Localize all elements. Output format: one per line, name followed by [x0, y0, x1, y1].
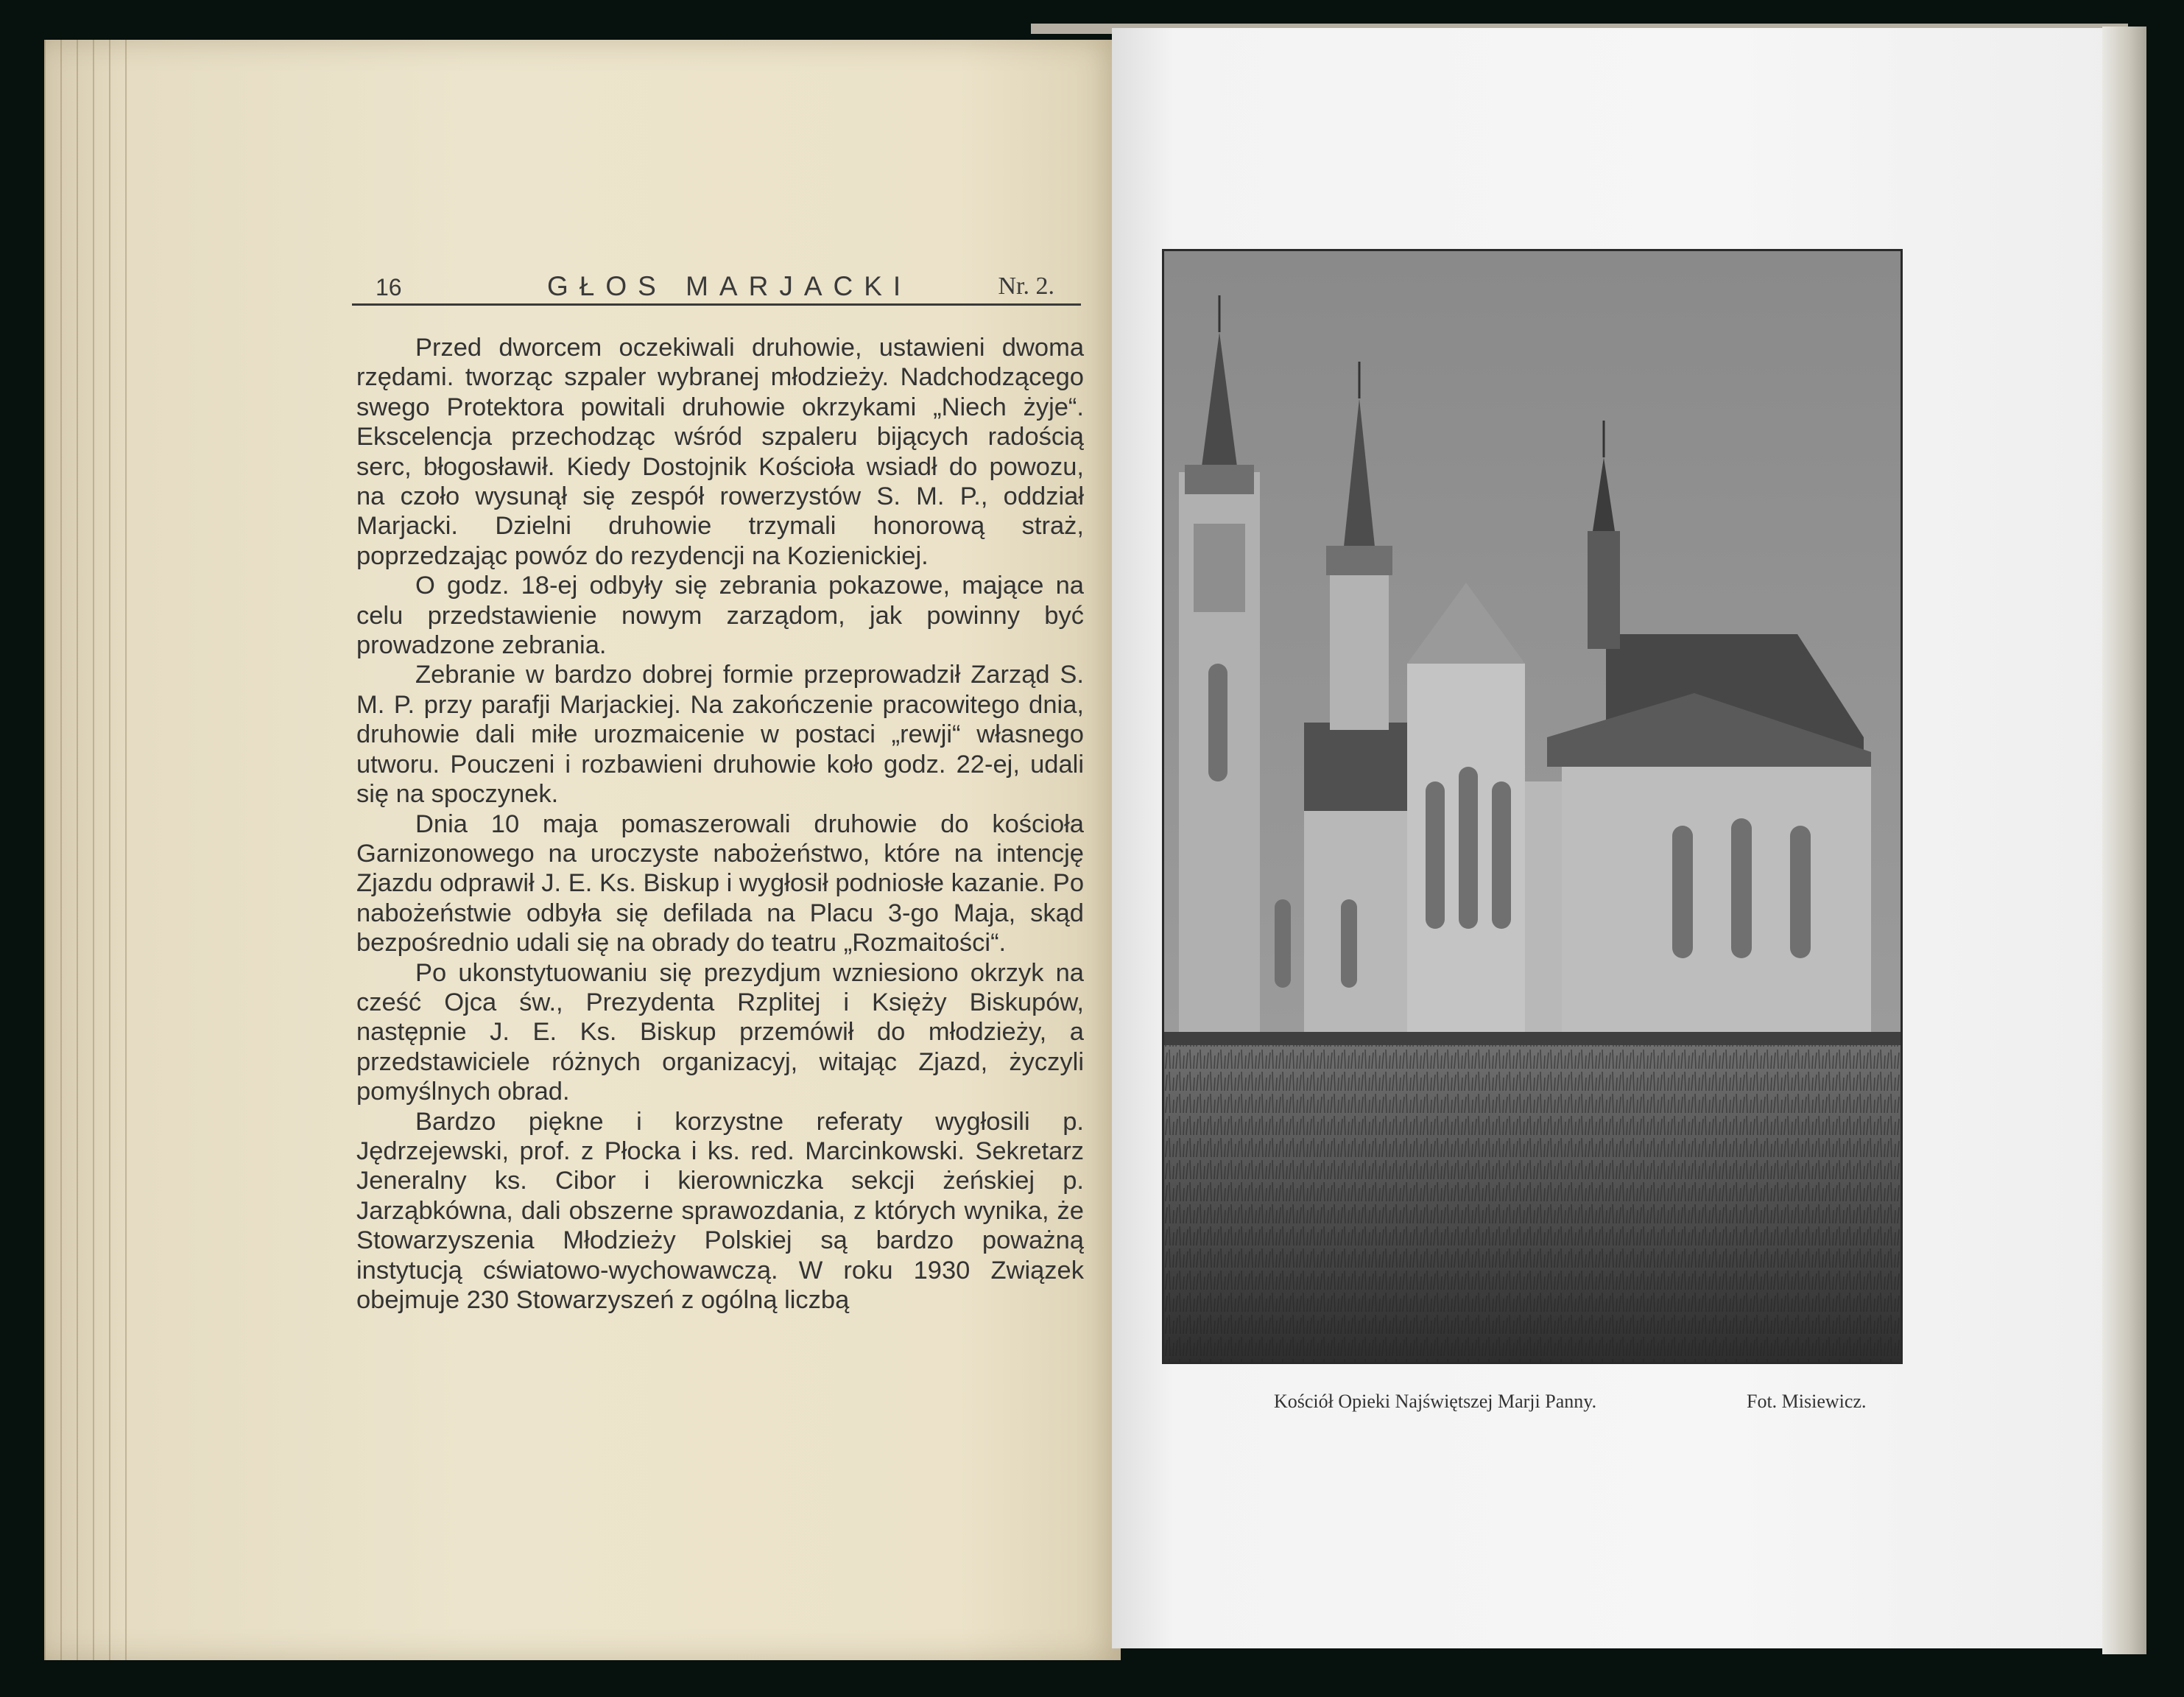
photo-caption: Kościół Opieki Najświętszej Marji Panny.	[1274, 1391, 1597, 1412]
photo-credit: Fot. Misiewicz.	[1747, 1391, 1867, 1412]
journal-title: GŁOS MARJACKI	[547, 271, 912, 301]
running-head	[352, 267, 1081, 306]
page-number: 16	[376, 274, 402, 301]
church-photo	[1162, 249, 1903, 1364]
paragraph: Po ukonstytuowaniu się prezydjum wzniesiono okrzyk na cześć Ojca św., Prezydenta Rzplitej i Księży Biskupów, następnie J. E. Ks. Biskup przemówił do młodzieży, a przedstawiciele różnych organizacyj, witając Zjazd, życzyli pomyślnych obrad.	[356, 958, 1084, 1106]
issue-number: Nr. 2.	[998, 273, 1054, 300]
paragraph: Bardzo piękne i korzystne referaty wygłosili p. Jędrzejewski, prof. z Płocka i ks. red. Marcinkowski. Sekretarz Jeneralny ks. Cibor i kierowniczka sekcji żeńskiej p. Jarząbkówna, dali obszerne sprawozdania, z których wynika, że Stowarzyszenia Młodzieży Polskiej są bardzo poważną instytucją cświatowo-wychowawczą. W roku 1930 Związek obejmuje 230 Stowarzyszeń z ogólną liczbą	[356, 1107, 1084, 1314]
paragraph: O godz. 18-ej odbyły się zebrania pokazowe, mające na celu przedstawienie nowym zarządom, jak powinny być prowadzone zebrania.	[356, 572, 1084, 660]
paragraph: Dnia 10 maja pomaszerowali druhowie do kościoła Garnizonowego na uroczyste nabożeństwo, które na intencję Zjazdu odprawił J. E. Ks. Biskup i wygłosił podniosłe kazanie. Po nabożeństwie odbyła się defilada na Placu 3-go Maja, skąd bezpośrednio udali się na obrady do teatru „Rozmaitości“.	[356, 809, 1084, 958]
article-text	[356, 333, 1084, 1315]
paragraph: Zebranie w bardzo dobrej formie przeprowadził Zarząd S. M. P. przy parafji Marjackiej. Na zakończenie pracowitego dnia, druhowie dali miłe urozmaicenie w postaci „rewji“ własnego utworu. Pouczeni i rozbawieni druhowie koło godz. 22-ej, udali się na spoczynek.	[356, 661, 1084, 809]
paragraph: Przed dworcem oczekiwali druhowie, ustawieni dwoma rzędami. tworząc szpaler wybranej młodzieży. Nadchodzącego swego Protektora powitali druhowie okrzykami „Niech żyje“. Ekscelencja przechodząc wśród szpaleru bijących radością serc, błogosławił. Kiedy Dostojnik Kościoła wsiadł do powozu, na czoło wysunął się zespół rowerzystów S. M. P., oddział Marjacki. Dzielni druhowie trzymali honorową straż, poprzedzając powóz do rezydencji na Kozienickiej.	[356, 334, 1084, 570]
church-illustration	[1164, 251, 1901, 1362]
